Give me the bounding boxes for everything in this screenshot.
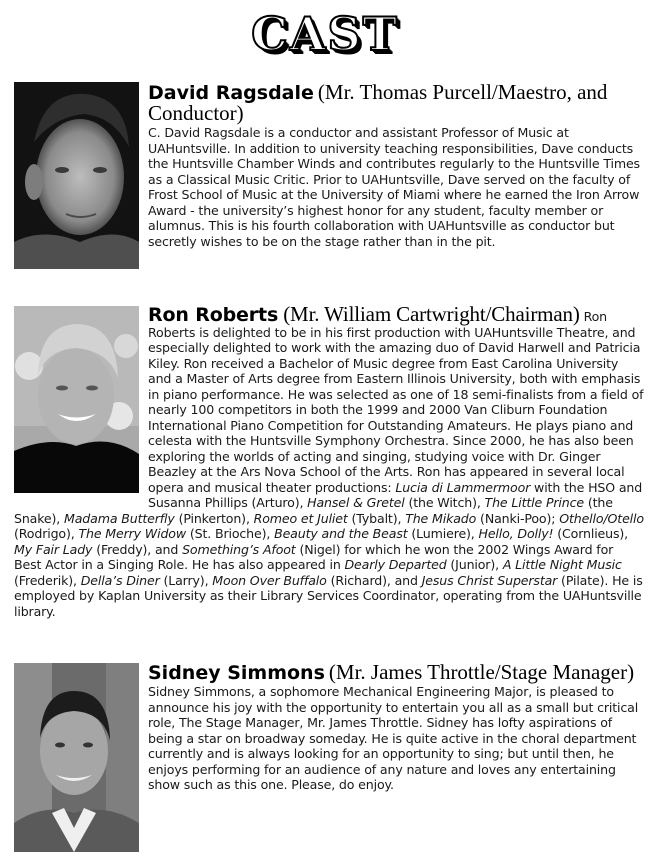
headshot-david-ragsdale — [14, 82, 139, 269]
cast-bio: Sidney Simmons, a sophomore Mechanical Engineering Major, is pleased to announce his joy with the opportunity to entertain you all as a small but critical role, The Stage Manager, Mr. James Throttle. Sidney has lofty aspirations of being a star on broadway someday. He is quite active in the choral department currently and is always looking for an opportunity to sing; but until then, he enjoys performing for an audience of any nature and loves any entertaining show such as this one. Please, do enjoy. — [148, 684, 639, 792]
bio-text: Ron Roberts is delighted to be in his first production with UAHuntsville Theatre, and especially delighted to work with the amazing duo of David Harwell and Patricia Kiley. Ron received a Bachelor of Music degree from East Carolina University and a Master of Arts degree from Eastern Illinois University, both with emphasis in piano performance. He was selected as one of 18 semi-finalists from a field of nearly 100 competitors in both the 1999 and 2000 Van Cliburn Foundation International Piano Competition for Outstanding Amateurs. He plays piano and celesta with the Huntsville Symphony Orchestra. Since 2000, he has also been exploring the worlds of acting and singing, studying voice with Dr. Ginger Beazley at the Ars Nova School of the Arts. Ron has appeared in several local opera and musical theater productions: — [148, 309, 644, 495]
bio-text: (the Witch), — [404, 495, 485, 510]
production-title: Something’s Afoot — [182, 541, 296, 557]
cast-entry-david-ragsdale — [148, 80, 648, 249]
bio-text: with the HSO and Susanna Phillips (Arturo), — [148, 479, 643, 510]
cast-bio: C. David Ragsdale is a conductor and assistant Professor of Music at UAHuntsville. In addition to university teaching responsibilities, Dave conducts the Huntsville Chamber Winds and contributes regularly to the Huntsville Times as a Classical Music Critic. Prior to UAHuntsville, Dave served on the faculty of Frost School of Music at the University of Miami where he earned the Iron Arrow Award - the university’s highest honor for any student, faculty member or alumnus. This is his fourth collaboration with UAHuntsville as conductor but secretly wishes to be on the stage rather than in the pit. — [148, 125, 640, 249]
production-title: The Merry Widow — [78, 526, 187, 541]
production-title: Hansel & Gretel — [307, 495, 405, 510]
production-title: Hello, Dolly! — [478, 526, 554, 541]
bio-text: (Junior), — [446, 557, 503, 572]
cast-role: (Mr. William Cartwright/Chairman) — [278, 302, 580, 326]
production-title: Lucia di Lammermoor — [395, 479, 531, 495]
production-title: Othello/Otello — [559, 510, 644, 526]
production-title: The Little Prince — [484, 495, 584, 510]
bio-text: (Rodrigo), — [14, 526, 79, 541]
bio-text: (the Snake), — [14, 495, 613, 526]
production-title: A Little Night Music — [502, 557, 622, 572]
bio-text: (St. Brioche), — [186, 526, 275, 541]
production-title: My Fair Lady — [14, 541, 93, 557]
production-title: Madama Butterfly — [64, 510, 175, 526]
cast-entry-sidney-simmons — [148, 660, 648, 793]
bio-text: (Richard), and — [326, 572, 422, 588]
cast-role: (Mr. Thomas Purcell/Maestro, and Conductor) — [148, 80, 608, 125]
page-title: CAST — [251, 7, 399, 61]
cast-name: Ron Roberts — [148, 304, 279, 326]
cast-name: David Ragsdale — [148, 82, 314, 104]
cast-name: Sidney Simmons — [148, 662, 325, 684]
bio-text: (Cornlieus), — [553, 526, 629, 541]
bio-text: (Nanki-Poo); — [476, 510, 560, 526]
production-title: Dearly Departed — [344, 557, 447, 572]
cast-role: (Mr. James Throttle/Stage Manager) — [328, 660, 635, 684]
production-title: Della’s Diner — [80, 572, 160, 588]
cast-bio-ron-roberts — [14, 302, 644, 619]
bio-text: (Nigel) for which he won the 2002 Wings Award for Best Actor in a Singing Role. He has also appeared in — [14, 541, 614, 572]
production-title: Moon Over Buffalo — [212, 572, 327, 588]
headshot-sidney-simmons — [14, 663, 139, 852]
bio-text: (Lumiere), — [407, 526, 479, 541]
production-title: Romeo et Juliet — [253, 510, 348, 526]
bio-text: (Pilate). He is employed by Kaplan University as their Library Services Coordinator, operating from the UAHuntsville library. — [14, 572, 643, 619]
production-title: Jesus Christ Superstar — [421, 572, 558, 588]
bio-text: (Pinkerton), — [174, 510, 254, 526]
bio-text: (Frederik), — [14, 572, 81, 588]
production-title: The Mikado — [405, 510, 477, 526]
bio-text: (Freddy), and — [92, 541, 183, 557]
production-title: Beauty and the Beast — [274, 526, 408, 541]
bio-text: (Tybalt), — [347, 510, 406, 526]
bio-text: (Larry), — [159, 572, 213, 588]
